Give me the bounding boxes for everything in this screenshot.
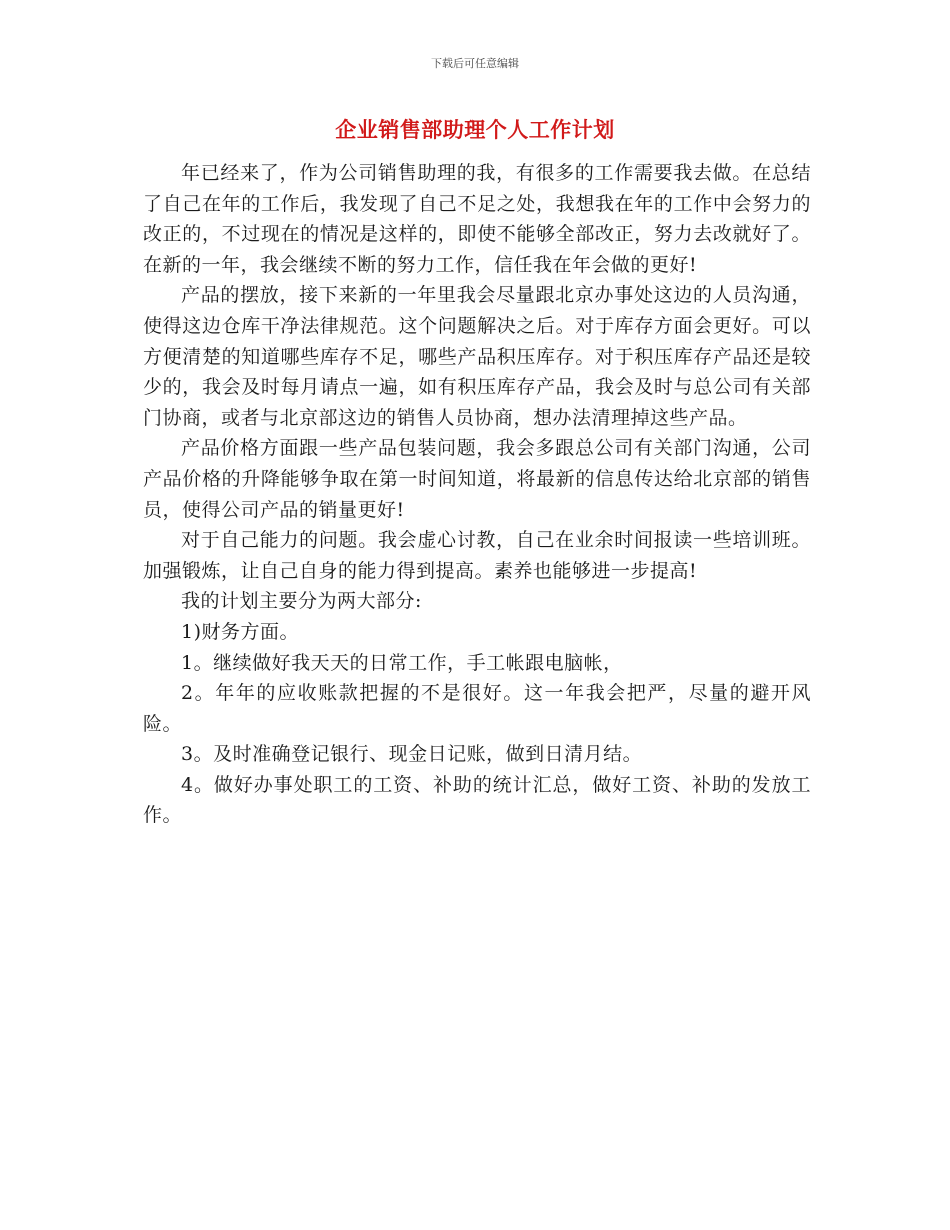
header-note: 下载后可任意编辑 [431,57,519,70]
document-title: 企业销售部助理个人工作计划 [335,117,615,142]
paragraph-finance-item-2: 2。年年的应收账款把握的不是很好。这一年我会把严，尽量的避开风险。 [143,682,811,735]
paragraph-intro: 年已经来了，作为公司销售助理的我，有很多的工作需要我去做。在总结了自己在年的工作后，我发现了自己不足之处，我想我在年的工作中会努力的改正的，不过现在的情况是这样的，即使不能够全部改正，努力去改就好了。在新的一年，我会继续不断的努力工作，信任我在年会做的更好! [143,162,811,276]
paragraph-finance-item-1: 1。继续做好我天天的日常工作，手工帐跟电脑帐， [181,651,623,674]
paragraph-finance-heading: 1)财务方面。 [181,620,300,643]
paragraph-finance-item-4: 4。做好办事处职工的工资、补助的统计汇总，做好工资、补助的发放工作。 [143,773,811,827]
paragraph-product-pricing: 产品价格方面跟一些产品包装问题，我会多跟总公司有关部门沟通，公司产品价格的升降能够争取在第一时间知道，将最新的信息传达给北京部的销售员，使得公司产品的销量更好! [143,437,811,521]
paragraph-self-improvement: 对于自己能力的问题。我会虚心讨教，自己在业余时间报读一些培训班。加强锻炼，让自己自身的能力得到提高。素养也能够进一步提高! [143,529,811,582]
paragraph-plan-overview: 我的计划主要分为两大部分: [181,590,422,613]
document-body [143,158,811,831]
paragraph-product-placement: 产品的摆放，接下来新的一年里我会尽量跟北京办事处这边的人员沟通，使得这边仓库干净法律规范。这个问题解决之后。对于库存方面会更好。可以方便清楚的知道哪些库存不足，哪些产品积压库存。对于积压库存产品还是较少的，我会及时每月请点一遍，如有积压库存产品，我会及时与总公司有关部门协商，或者与北京部这边的销售人员协商，想办法清理掉这些产品。 [143,284,811,429]
paragraph-finance-item-3: 3。及时准确登记银行、现金日记账，做到日清月结。 [181,743,643,766]
